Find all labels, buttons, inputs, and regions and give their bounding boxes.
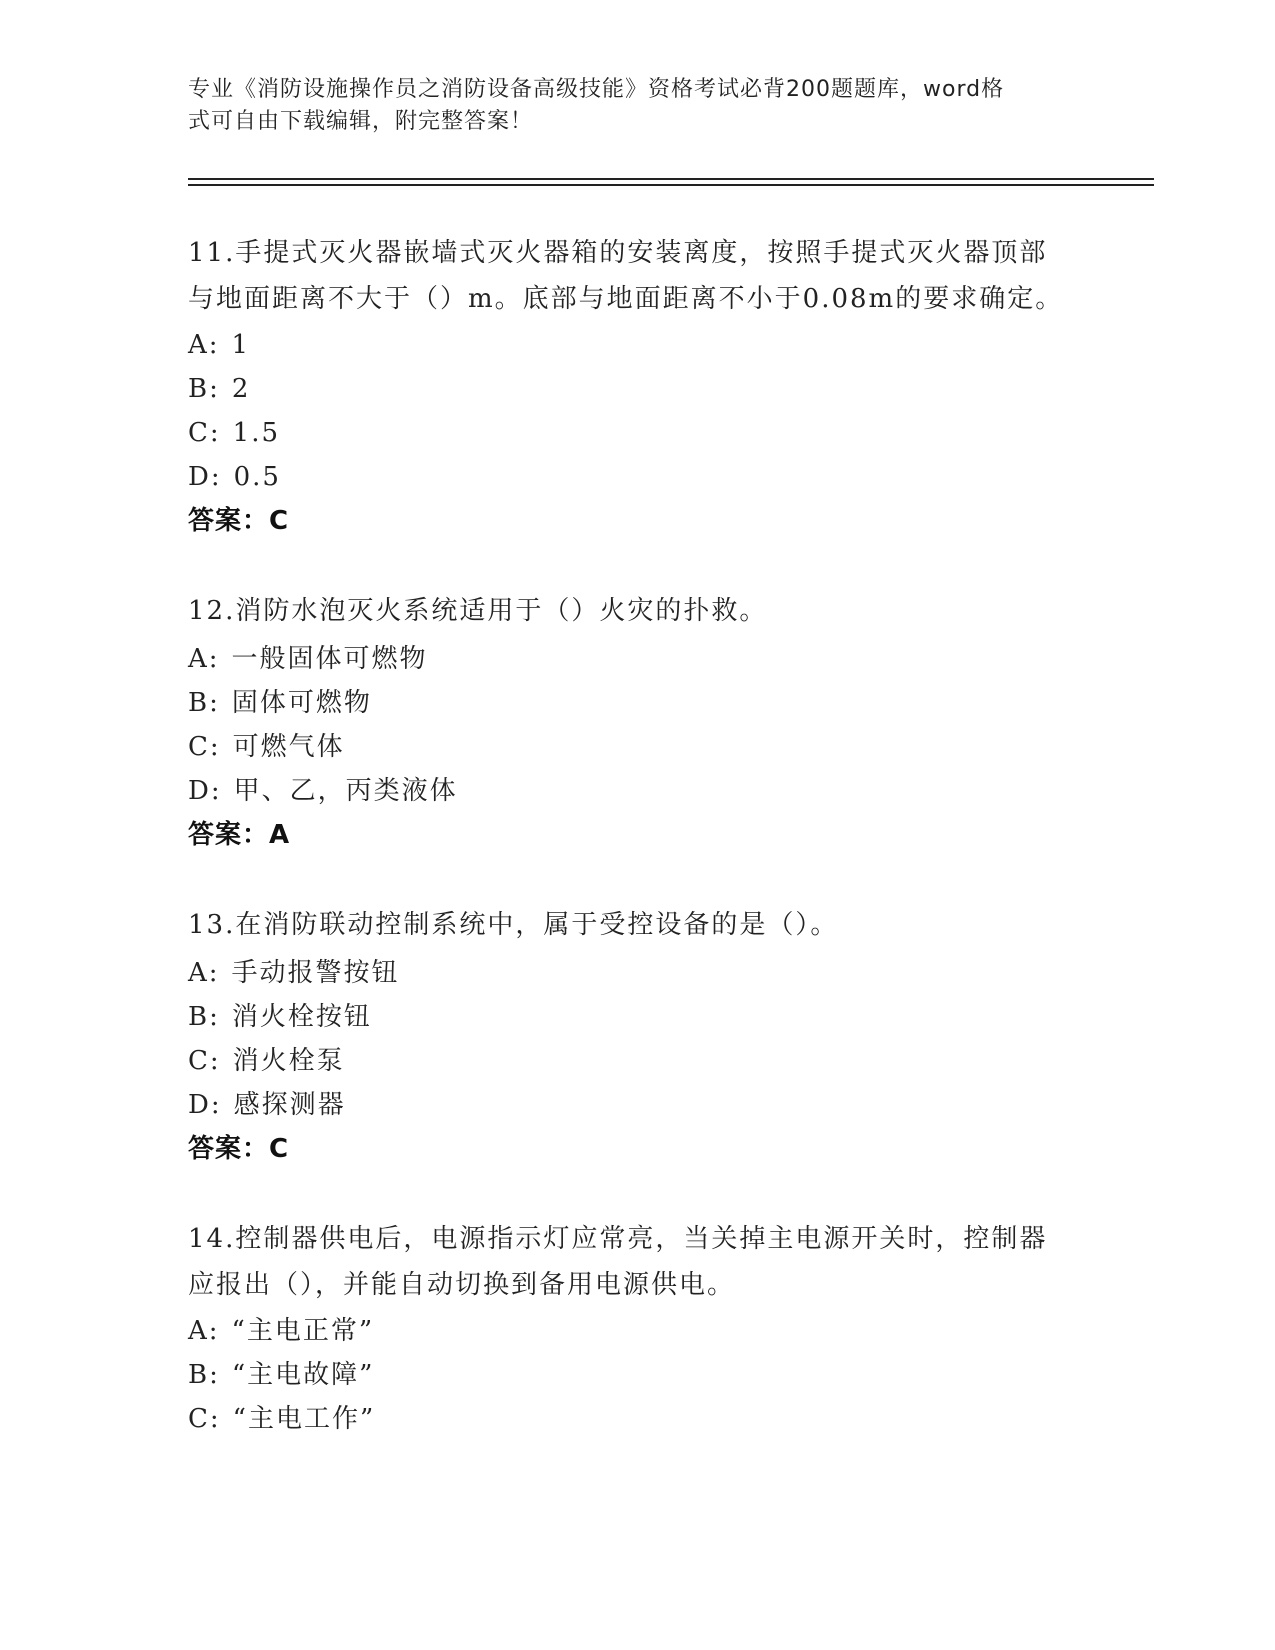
question-12-answer: 答案：A: [188, 820, 291, 850]
header-line-2: 式可自由下载编辑，附完整答案！: [188, 109, 534, 134]
question-11-stem-line-2: 与地面距离不大于（）m。底部与地面距离不小于0.08m的要求确定。: [188, 284, 1064, 314]
question-11-option-c: [188, 410, 280, 456]
question-14-stem: [188, 1216, 1088, 1308]
option-letter: C:: [188, 1404, 221, 1434]
question-14-option-b: [188, 1352, 374, 1398]
header-line-1: 专业《消防设施操作员之消防设备高级技能》资格考试必背200题题库，word格: [188, 77, 1005, 102]
question-14-option-c: [188, 1396, 375, 1442]
question-13-option-a: [188, 950, 400, 996]
option-text: 甲、乙，丙类液体: [233, 776, 458, 806]
question-11-answer: 答案：C: [188, 506, 290, 536]
option-letter: B:: [188, 1360, 220, 1390]
option-letter: C:: [188, 418, 221, 448]
question-13-stem: [188, 902, 1088, 948]
option-text: 感探测器: [233, 1090, 346, 1120]
question-13-option-b: [188, 994, 372, 1040]
option-text: 1: [231, 330, 251, 360]
option-letter: A:: [188, 330, 220, 360]
option-letter: A:: [188, 644, 220, 674]
question-13-option-d: [188, 1082, 346, 1128]
document-header: [188, 74, 1088, 138]
option-text: “主电故障”: [231, 1360, 375, 1390]
option-text: “主电正常”: [231, 1316, 375, 1346]
option-letter: A:: [188, 1316, 220, 1346]
question-14-stem-line-1: 14.控制器供电后，电源指示灯应常亮，当关掉主电源开关时，控制器: [188, 1224, 1048, 1254]
option-text: “主电工作”: [232, 1404, 376, 1434]
question-13-option-c: [188, 1038, 345, 1084]
option-text: 1.5: [232, 418, 281, 448]
option-text: 固体可燃物: [231, 688, 372, 718]
question-11-option-a: [188, 322, 250, 368]
question-11-option-d: [188, 454, 281, 500]
option-letter: B:: [188, 1002, 220, 1032]
question-11-option-b: [188, 366, 250, 412]
question-11-stem: [188, 230, 1088, 322]
option-letter: D:: [188, 776, 222, 806]
option-letter: D:: [188, 462, 222, 492]
option-letter: C:: [188, 732, 221, 762]
question-12-option-b: [188, 680, 372, 726]
option-letter: B:: [188, 374, 220, 404]
question-14-option-a: [188, 1308, 374, 1354]
option-letter: A:: [188, 958, 220, 988]
option-text: 手动报警按钮: [231, 958, 400, 988]
option-text: 消火栓按钮: [231, 1002, 372, 1032]
option-text: 可燃气体: [232, 732, 345, 762]
question-12-option-c: [188, 724, 345, 770]
option-letter: B:: [188, 688, 220, 718]
question-12-option-d: [188, 768, 458, 814]
option-text: 一般固体可燃物: [231, 644, 428, 674]
question-14-stem-line-2: 应报出（），并能自动切换到备用电源供电。: [188, 1270, 736, 1300]
option-text: 0.5: [233, 462, 281, 492]
header-divider-top: [188, 178, 1154, 180]
option-letter: D:: [188, 1090, 222, 1120]
option-text: 2: [231, 374, 251, 404]
question-12-stem-line-1: 12.消防水泡灭火系统适用于（）火灾的扑救。: [188, 596, 768, 626]
option-letter: C:: [188, 1046, 221, 1076]
question-13-stem-line-1: 13.在消防联动控制系统中，属于受控设备的是（）。: [188, 910, 839, 940]
question-11-stem-line-1: 11.手提式灭火器嵌墙式灭火器箱的安装离度，按照手提式灭火器顶部: [188, 238, 1048, 268]
option-text: 消火栓泵: [232, 1046, 345, 1076]
question-12-stem: [188, 588, 1088, 634]
header-divider-bottom: [188, 184, 1154, 186]
question-12-option-a: [188, 636, 428, 682]
question-13-answer: 答案：C: [188, 1134, 290, 1164]
